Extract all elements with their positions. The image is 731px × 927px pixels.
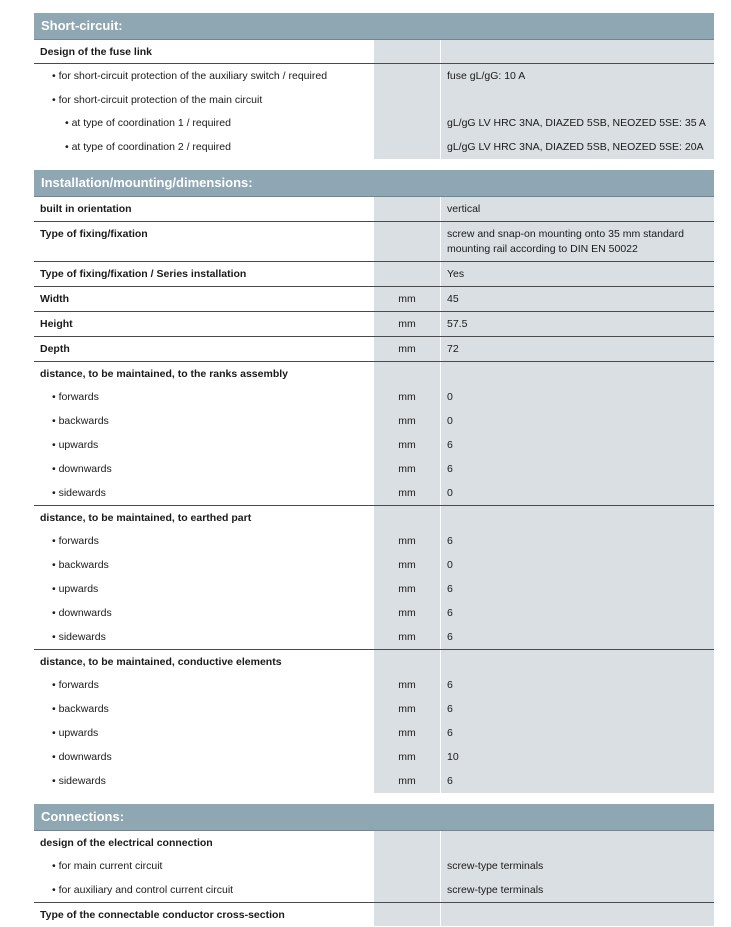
spec-value: [441, 831, 714, 854]
spec-label: • at type of coordination 2 / required: [65, 141, 231, 153]
spec-value: 6: [441, 721, 714, 745]
spec-value: [441, 506, 714, 529]
spec-row: [34, 197, 714, 222]
spec-label: Type of fixing/fixation: [40, 228, 148, 240]
spec-row: [34, 337, 714, 362]
spec-row: [34, 553, 714, 577]
spec-unit: [373, 64, 441, 88]
spec-unit: [373, 362, 441, 385]
spec-row: [34, 362, 714, 385]
spec-value: 0: [441, 481, 714, 505]
spec-label: • for short-circuit protection of the auxiliary switch / required: [52, 70, 328, 82]
spec-unit: [373, 262, 441, 286]
spec-value: [441, 88, 714, 111]
spec-value: screw-type terminals: [441, 854, 714, 878]
spec-unit: [373, 135, 441, 159]
spec-label: • upwards: [52, 439, 99, 451]
section-header: Installation/mounting/dimensions:: [34, 170, 714, 197]
spec-label: • downwards: [52, 607, 112, 619]
spec-label: • backwards: [52, 703, 109, 715]
spec-row: [34, 673, 714, 697]
spec-label: Type of the connectable conductor cross-section: [40, 909, 285, 921]
spec-unit: mm: [373, 553, 441, 577]
spec-value: fuse gL/gG: 10 A: [441, 64, 714, 88]
spec-label: • downwards: [52, 463, 112, 475]
spec-value: vertical: [441, 197, 714, 221]
spec-row: [34, 745, 714, 769]
spec-unit: mm: [373, 287, 441, 311]
spec-unit: [373, 831, 441, 854]
spec-label: distance, to be maintained, to earthed part: [40, 512, 252, 524]
spec-label: • forwards: [52, 679, 99, 691]
spec-unit: [373, 854, 441, 878]
spec-unit: mm: [373, 433, 441, 457]
spec-row: [34, 721, 714, 745]
spec-unit: [373, 40, 441, 63]
spec-value: 6: [441, 577, 714, 601]
spec-value: 10: [441, 745, 714, 769]
spec-label: • backwards: [52, 415, 109, 427]
spec-value: 6: [441, 769, 714, 793]
spec-label: • for main current circuit: [52, 860, 163, 872]
spec-value: screw and snap-on mounting onto 35 mm standard mounting rail according to DIN EN 50022: [441, 222, 714, 261]
spec-row: [34, 222, 714, 262]
spec-value: 6: [441, 433, 714, 457]
spec-value: 0: [441, 385, 714, 409]
spec-value: 6: [441, 625, 714, 649]
section-header: Connections:: [34, 804, 714, 831]
spec-label: • sidewards: [52, 775, 106, 787]
spec-row: [34, 88, 714, 111]
spec-value: gL/gG LV HRC 3NA, DIAZED 5SB, NEOZED 5SE: 20A: [441, 135, 714, 159]
section-header: Short-circuit:: [34, 13, 714, 40]
spec-value: gL/gG LV HRC 3NA, DIAZED 5SB, NEOZED 5SE: 35 A: [441, 111, 714, 135]
spec-label: • upwards: [52, 583, 99, 595]
spec-unit: mm: [373, 697, 441, 721]
spec-value: [441, 650, 714, 673]
spec-unit: mm: [373, 721, 441, 745]
spec-value: 6: [441, 601, 714, 625]
spec-unit: mm: [373, 625, 441, 649]
spec-row: [34, 625, 714, 650]
spec-unit: [373, 903, 441, 926]
spec-label: • backwards: [52, 559, 109, 571]
spec-label: distance, to be maintained, to the ranks assembly: [40, 368, 288, 380]
spec-value: 72: [441, 337, 714, 361]
spec-row: [34, 135, 714, 159]
spec-value: [441, 362, 714, 385]
spec-label: Width: [40, 293, 70, 305]
spec-label: • for short-circuit protection of the main circuit: [52, 94, 263, 106]
spec-label: • downwards: [52, 751, 112, 763]
spec-value: 0: [441, 553, 714, 577]
spec-unit: mm: [373, 385, 441, 409]
spec-label: • upwards: [52, 727, 99, 739]
spec-row: [34, 577, 714, 601]
spec-row: [34, 287, 714, 312]
spec-value: 45: [441, 287, 714, 311]
spec-unit: [373, 506, 441, 529]
spec-label: • sidewards: [52, 487, 106, 499]
spec-row: [34, 40, 714, 64]
spec-unit: [373, 650, 441, 673]
spec-value: 6: [441, 697, 714, 721]
spec-row: [34, 409, 714, 433]
spec-row: [34, 262, 714, 287]
spec-label: Design of the fuse link: [40, 46, 153, 58]
spec-row: [34, 601, 714, 625]
spec-label: • forwards: [52, 391, 99, 403]
spec-label: distance, to be maintained, conductive elements: [40, 656, 282, 668]
spec-label: • sidewards: [52, 631, 106, 643]
spec-value: 6: [441, 673, 714, 697]
spec-unit: [373, 222, 441, 261]
spec-row: [34, 854, 714, 878]
spec-row: [34, 64, 714, 88]
spec-unit: mm: [373, 457, 441, 481]
spec-row: [34, 111, 714, 135]
spec-unit: [373, 111, 441, 135]
spec-row: [34, 697, 714, 721]
spec-label: design of the electrical connection: [40, 837, 213, 849]
spec-unit: [373, 197, 441, 221]
spec-row: [34, 312, 714, 337]
spec-unit: mm: [373, 337, 441, 361]
spec-label: • for auxiliary and control current circuit: [52, 884, 234, 896]
spec-unit: mm: [373, 529, 441, 553]
spec-unit: mm: [373, 673, 441, 697]
spec-unit: [373, 88, 441, 111]
spec-value: 6: [441, 457, 714, 481]
spec-row: [34, 433, 714, 457]
spec-unit: mm: [373, 481, 441, 505]
spec-unit: mm: [373, 601, 441, 625]
spec-value: screw-type terminals: [441, 878, 714, 902]
spec-row: [34, 903, 714, 926]
spec-label: built in orientation: [40, 203, 132, 215]
spec-row: [34, 506, 714, 529]
spec-value: [441, 40, 714, 63]
section-gap: [34, 159, 714, 170]
spec-label: • forwards: [52, 535, 99, 547]
spec-unit: mm: [373, 409, 441, 433]
spec-value: Yes: [441, 262, 714, 286]
spec-value: 0: [441, 409, 714, 433]
spec-row: [34, 769, 714, 793]
spec-unit: mm: [373, 745, 441, 769]
spec-label: Depth: [40, 343, 70, 355]
spec-row: [34, 481, 714, 506]
spec-unit: mm: [373, 769, 441, 793]
spec-unit: mm: [373, 312, 441, 336]
spec-value: 6: [441, 529, 714, 553]
spec-label: Height: [40, 318, 73, 330]
spec-row: [34, 457, 714, 481]
spec-label: • at type of coordination 1 / required: [65, 117, 231, 129]
spec-value: 57.5: [441, 312, 714, 336]
section-gap: [34, 793, 714, 804]
spec-row: [34, 831, 714, 854]
spec-label: Type of fixing/fixation / Series installation: [40, 268, 247, 280]
spec-value: [441, 903, 714, 926]
spec-unit: mm: [373, 577, 441, 601]
datasheet: [34, 13, 714, 926]
spec-unit: [373, 878, 441, 902]
spec-row: [34, 385, 714, 409]
spec-row: [34, 650, 714, 673]
spec-row: [34, 878, 714, 903]
spec-row: [34, 529, 714, 553]
